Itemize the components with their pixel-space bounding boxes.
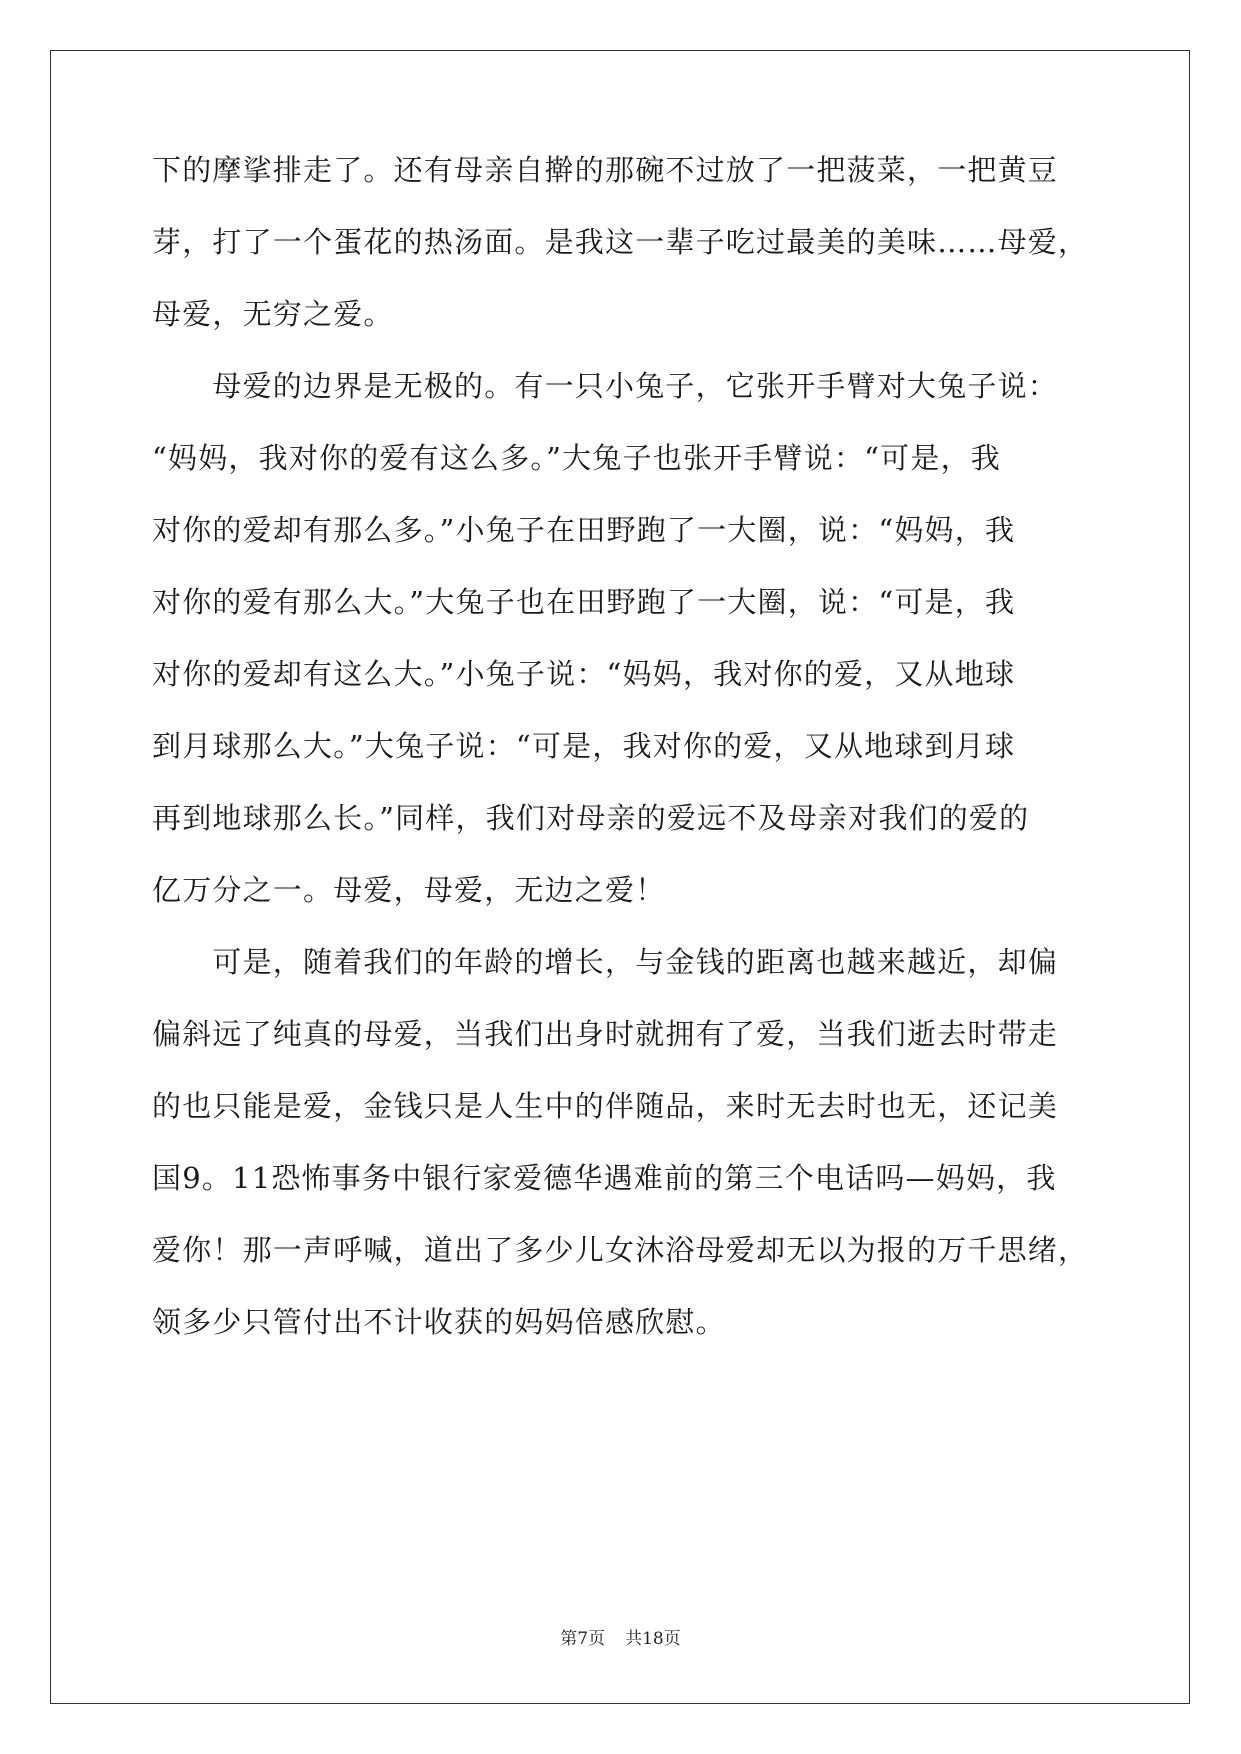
text-line: 再到地球那么长。”同样，我们对母亲的爱远不及母亲对我们的爱的: [152, 801, 1030, 835]
text-line: 可是，随着我们的年龄的增长，与金钱的距离也越来越近，却偏: [152, 945, 1059, 979]
text-line: 国9。11恐怖事务中银行家爱德华遇难前的第三个电话吗—妈妈，我: [152, 1161, 1057, 1195]
text-line: 对你的爱却有这么大。”小兔子说：“妈妈，我对你的爱，又从地球: [152, 657, 1016, 691]
text-line: 到月球那么大。”大兔子说：“可是，我对你的爱，又从地球到月球: [152, 729, 1016, 763]
text-line: 母爱的边界是无极的。有一只小兔子，它张开手臂对大兔子说：: [152, 369, 1059, 403]
text-line: 偏斜远了纯真的母爱，当我们出身时就拥有了爱，当我们逝去时带走: [152, 1017, 1059, 1051]
text-line: 的也只能是爱，金钱只是人生中的伴随品，来时无去时也无，还记美: [152, 1089, 1059, 1123]
page-number-total: 共18页: [625, 1629, 681, 1649]
text-line: 亿万分之一。母爱，母爱，无边之爱！: [152, 873, 666, 907]
text-line: 领多少只管付出不计收获的妈妈倍感欣慰。: [152, 1305, 726, 1339]
page-footer: [0, 1628, 1241, 1650]
text-line: “妈妈，我对你的爱有这么多。”大兔子也张开手臂说：“可是，我: [152, 441, 1001, 475]
page-number-current: 第7页: [560, 1629, 606, 1649]
text-line: 下的摩挲排走了。还有母亲自擀的那碗不过放了一把菠菜，一把黄豆: [152, 153, 1059, 187]
text-line: 爱你！那一声呼喊，道出了多少儿女沐浴母爱却无以为报的万千思绪，: [152, 1233, 1089, 1267]
text-line: 母爱，无穷之爱。: [152, 297, 394, 331]
text-line: 对你的爱却有那么多。”小兔子在田野跑了一大圈，说：“妈妈，我: [152, 513, 1016, 547]
text-line: 芽，打了一个蛋花的热汤面。是我这一辈子吃过最美的美味……母爱，: [152, 225, 1089, 259]
text-line: 对你的爱有那么大。”大兔子也在田野跑了一大圈，说：“可是，我: [152, 585, 1016, 619]
